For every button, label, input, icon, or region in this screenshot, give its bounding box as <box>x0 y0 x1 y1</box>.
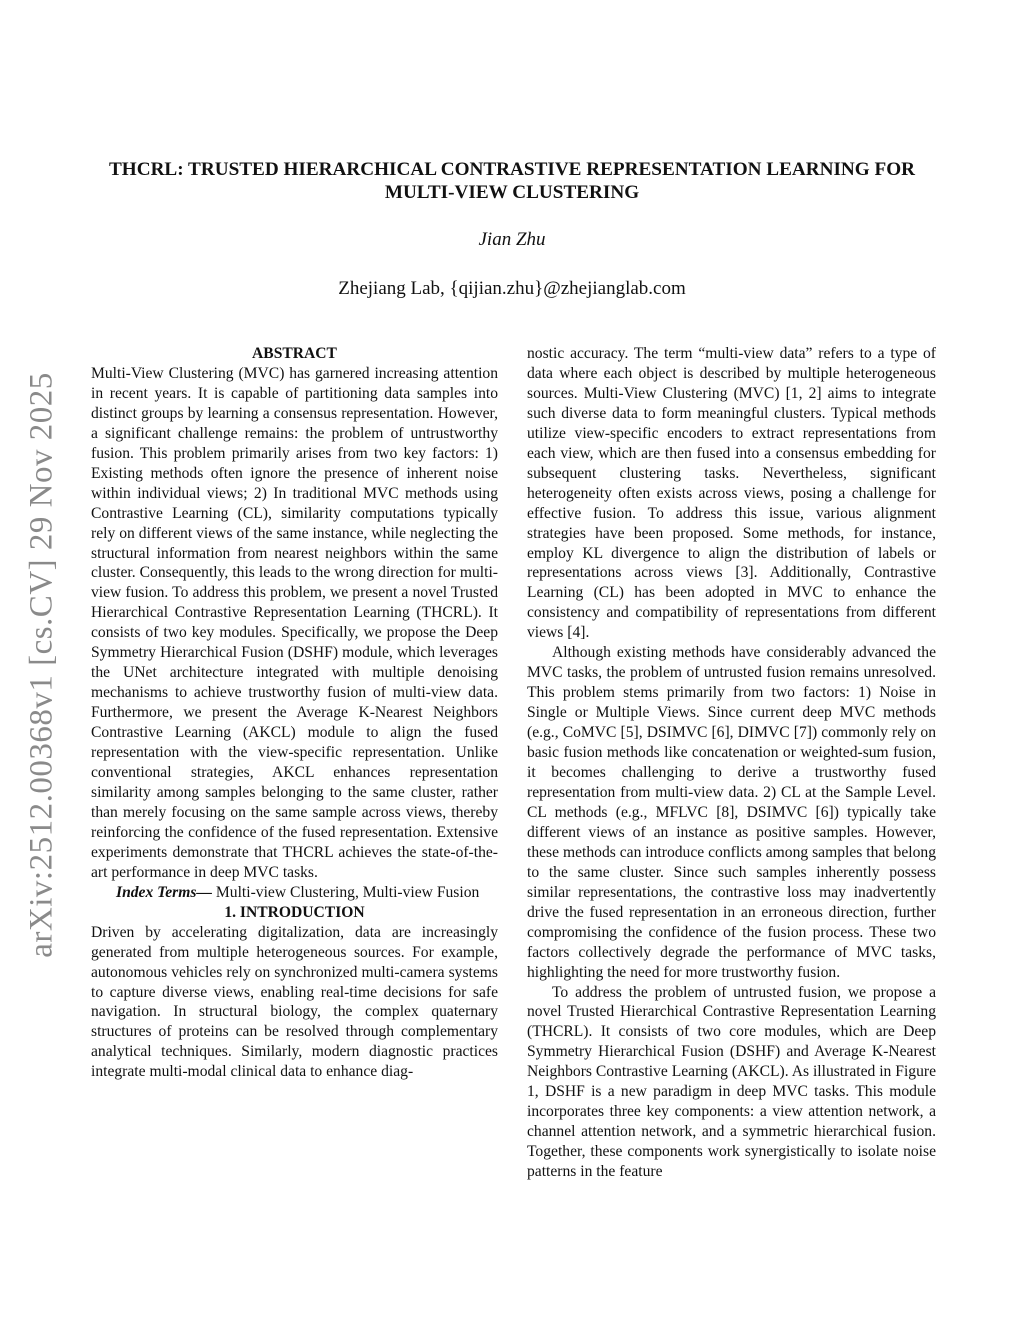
intro-paragraph-3: To address the problem of untrusted fusion, we propose a novel Trusted Hierarchical Contrastive Representation Learning (THCRL). It consists of two core modules, which are Deep Symmetry Hierarchical Fusion (DSHF) and Average K-Nearest Neighbors Contrastive Learning (AKCL). As illustrated in Figure 1, DSHF is a new paradigm in deep MVC tasks. This module incorporates three key components: a view attention network, a channel attention network, and a symmetric hierarchical fusion. Together, these components work synergistically to isolate noise patterns in the feature <box>527 983 936 1181</box>
index-terms-text: Multi-view Clustering, Multi-view Fusion <box>212 883 480 901</box>
paper-title <box>80 158 944 204</box>
author-name: Jian Zhu <box>478 229 546 250</box>
arxiv-stamp-text: arXiv:2512.00368v1 [cs.CV] 29 Nov 2025 <box>23 372 60 958</box>
intro-paragraph-2: Although existing methods have considerably advanced the MVC tasks, the problem of untrusted fusion remains unresolved. This problem stems primarily from two factors: 1) Noise in Single or Multiple Views. Since current deep MVC methods (e.g., CoMVC [5], DSIMVC [6], DIMVC [7]) commonly rely on basic fusion methods like concatenation or weighted-sum fusion, it becomes challenging to derive a trustworthy fused representation from multi-view data. 2) CL at the Sample Level. CL methods (e.g., MFLVC [8], DSIMVC [6]) typically take different views of an instance as positive samples. However, these methods can introduce conflicts among samples that belong to the same cluster. Since such samples inherently possess similar representations, the contrastive loss may inadvertently drive the fused representation in an erroneous direction, further compromising the confidence of the fusion process. These two factors collectively degrade the performance of MVC tasks, highlighting the need for more trustworthy fusion. <box>527 644 936 981</box>
left-column <box>91 344 498 1082</box>
index-terms <box>91 883 498 903</box>
index-terms-label: Index Terms— <box>116 883 213 901</box>
intro-paragraph-1-left: Driven by accelerating digitalization, data are increasingly generated from multiple heterogeneous sources. For example, autonomous vehicles rely on synchronized multi-camera systems to capture diverse views, enabling real-time decisions for safe navigation. In structural biology, the complex quaternary structures of proteins can be resolved through complementary analytical techniques. Similarly, modern diagnostic practices integrate multi-modal clinical data to enhance diag- <box>91 923 498 1081</box>
right-column <box>527 344 936 1182</box>
affiliation: Zhejiang Lab, {qijian.zhu}@zhejianglab.com <box>338 278 686 299</box>
intro-paragraph-1-right: nostic accuracy. The term “multi-view data” refers to a type of data where each object is described by multiple heterogeneous sources. Multi-View Clustering (MVC) [1, 2] aims to integrate such diverse data to form meaningful clusters. Typical methods utilize view-specific encoders to extract representations from each view, which are then fused into a consensus embedding for subsequent clustering tasks. Nevertheless, significant heterogeneity often exists across views, posing a challenge for effective fusion. To address this issue, various alignment strategies have been proposed. Some methods, for instance, employ KL divergence to align the distribution of labels or representations across views [3]. Additionally, Contrastive Learning (CL) has been adopted in MVC to enhance the consistency and compatibility of representations from different views [4]. <box>527 345 936 642</box>
title-line-1: THCRL: TRUSTED HIERARCHICAL CONTRASTIVE REPRESENTATION LEARNING FOR <box>108 159 915 180</box>
title-line-2: MULTI-VIEW CLUSTERING <box>384 182 640 203</box>
introduction-heading: 1. INTRODUCTION <box>224 903 365 921</box>
abstract-heading: ABSTRACT <box>252 345 337 362</box>
abstract-text: Multi-View Clustering (MVC) has garnered increasing attention in recent years. It is capable of partitioning data samples into distinct groups by learning a consensus representation. However, a significant challenge remains: the problem of untrustworthy fusion. This problem primarily arises from two key factors: 1) Existing methods often ignore the presence of inherent noise within individual views; 2) In traditional MVC methods using Contrastive Learning (CL), similarity computations typically rely on different views of the same instance, while neglecting the structural information from nearest neighbors within the same cluster. Consequently, this leads to the wrong direction for multi-view fusion. To address this problem, we present a novel Trusted Hierarchical Contrastive Representation Learning (THCRL). It consists of two key modules. Specifically, we propose the Deep Symmetry Hierarchical Fusion (DSHF) module, which leverages the UNet architecture integrated with multiple denoising mechanisms to achieve trustworthy fusion of multi-view data. Furthermore, we present the Average K-Nearest Neighbors Contrastive Learning (AKCL) module to align the fused representation with the view-specific representation. Unlike conventional strategies, AKCL enhances representation similarity among samples belonging to the same cluster, rather than merely focusing on the same sample across views, thereby reinforcing the confidence of the fused representation. Extensive experiments demonstrate that THCRL achieves the state-of-the-art performance in deep MVC tasks. <box>91 364 498 881</box>
